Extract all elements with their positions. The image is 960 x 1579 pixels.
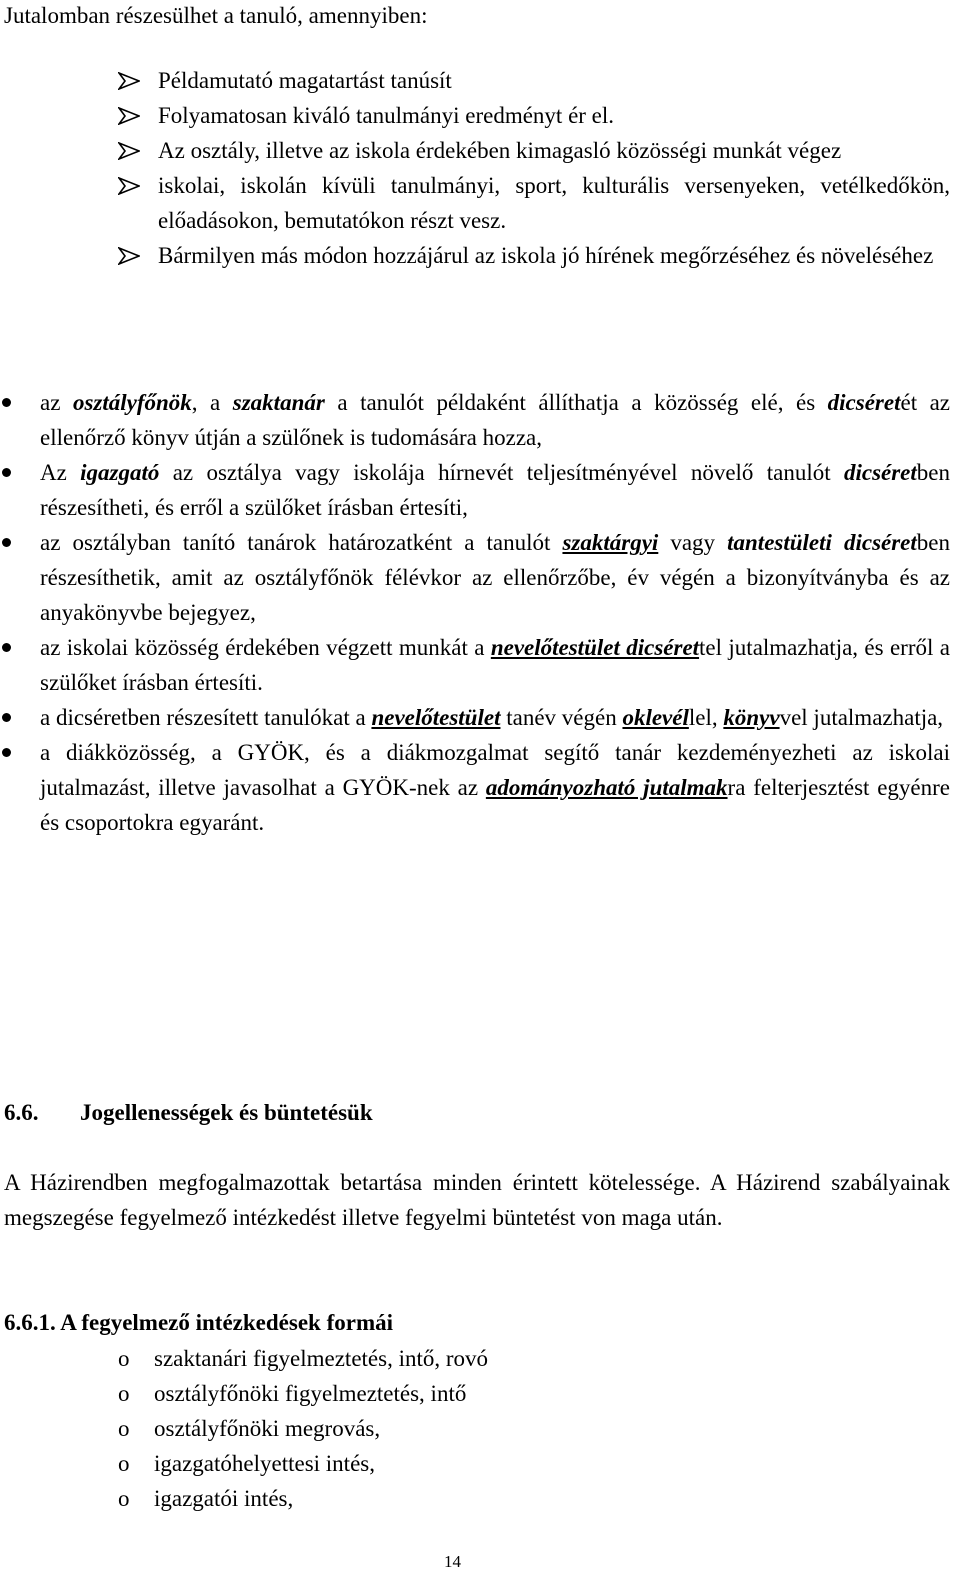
section-paragraph: A Házirendben megfogalmazottak betartása minden érintett kötelessége. A Házirend szabályainak megszegése fegyelmező intézkedést illetve fegyelmi büntetést von maga után.: [4, 1170, 950, 1230]
list-item: [118, 98, 950, 133]
list-item: [118, 238, 950, 273]
emphasis: dicséret: [827, 390, 901, 415]
reward-bullet-list: [0, 385, 950, 840]
emphasis: szaktárgyi: [562, 530, 659, 555]
section-title: Jogellenességek és büntetésük: [80, 1100, 373, 1125]
emphasis: oklevél: [622, 705, 689, 730]
circle-bullet-icon: o: [118, 1346, 130, 1371]
round-bullet-icon: [2, 748, 11, 757]
arrowhead-bullet-icon: [118, 72, 140, 90]
section-heading: [4, 1095, 373, 1130]
list-item-text: osztályfőnöki figyelmeztetés, intő: [154, 1381, 467, 1406]
emphasis: szaktanár: [232, 390, 325, 415]
emphasis: igazgató: [80, 460, 160, 485]
arrowhead-bullet-icon: [118, 107, 140, 125]
arrowhead-bullet-icon: [118, 142, 140, 160]
list-item-text: osztályfőnöki megrovás,: [154, 1416, 381, 1441]
subsection-number: 6.6.1.: [4, 1310, 56, 1335]
list-item-text: iskolai, iskolán kívüli tanulmányi, sport, kulturális versenyeken, vetélkedőkön, előadásokon, bemutatókon részt vesz.: [158, 173, 950, 233]
arrowhead-bullet-icon: [118, 247, 140, 265]
emphasis: adományozható jutalmak: [485, 775, 728, 800]
list-item-text: igazgatóhelyettesi intés,: [154, 1451, 375, 1476]
emphasis: tantestületi dicséret: [727, 530, 917, 555]
list-item: az osztályfőnök, a szaktanár a tanulót példaként állíthatja a közösség elé, és dicséretét az ellenőrző könyv útján a szülőnek is tudomására hozza,: [0, 385, 950, 455]
list-item: [118, 168, 950, 238]
round-bullet-icon: [2, 538, 11, 547]
arrowhead-bullet-icon: [118, 177, 140, 195]
circle-bullet-icon: o: [118, 1486, 130, 1511]
emphasis: nevelőtestület: [371, 705, 501, 730]
list-item: [118, 1411, 488, 1446]
list-item: [118, 63, 950, 98]
list-item: a diákközösség, a GYÖK, és a diákmozgalmat segítő tanár kezdeményezheti az iskolai jutalmazást, illetve javasolhat a GYÖK-nek az adományozható jutalmakra felterjesztést egyénre és csoportokra egyaránt.: [0, 735, 950, 840]
subsection-heading: [4, 1305, 393, 1340]
emphasis: dicséret: [843, 460, 917, 485]
arrow-bullet-list: [118, 63, 950, 273]
emphasis: osztályfőnök: [72, 390, 192, 415]
circle-bullet-icon: o: [118, 1451, 130, 1476]
disciplinary-measures-list: [118, 1341, 488, 1516]
list-item: Az igazgató az osztálya vagy iskolája hírnevét teljesítményével növelő tanulót dicséretben részesítheti, és erről a szülőket írásban értesíti,: [0, 455, 950, 525]
list-item-text: igazgatói intés,: [154, 1486, 294, 1511]
list-item-text: Bármilyen más módon hozzájárul az iskola jó hírének megőrzéséhez és növeléséhez: [158, 243, 934, 268]
round-bullet-icon: [2, 398, 11, 407]
round-bullet-icon: [2, 643, 11, 652]
list-item-text: Folyamatosan kiváló tanulmányi eredményt ér el.: [158, 103, 615, 128]
list-item: [118, 1341, 488, 1376]
circle-bullet-icon: o: [118, 1381, 130, 1406]
list-item-text: Az osztály, illetve az iskola érdekében kimagasló közösségi munkát végez: [158, 138, 842, 163]
round-bullet-icon: [2, 713, 11, 722]
list-item-text: szaktanári figyelmeztetés, intő, rovó: [154, 1346, 489, 1371]
list-item: a dicséretben részesített tanulókat a nevelőtestület tanév végén oklevéllel, könyvvel jutalmazhatja,: [0, 700, 950, 735]
round-bullet-icon: [2, 468, 11, 477]
emphasis: nevelőtestület dicséret: [490, 635, 700, 660]
list-item: az iskolai közösség érdekében végzett munkát a nevelőtestület dicsérettel jutalmazhatja, és erről a szülőket írásban értesíti.: [0, 630, 950, 700]
list-item-text: Példamutató magatartást tanúsít: [158, 68, 452, 93]
list-item: [118, 133, 950, 168]
emphasis: könyv: [723, 705, 780, 730]
page-number: 14: [444, 1552, 461, 1571]
section-number: 6.6.: [4, 1100, 39, 1125]
list-item: [118, 1376, 488, 1411]
list-item: [118, 1481, 488, 1516]
intro-text: Jutalomban részesülhet a tanuló, amennyiben:: [4, 3, 428, 28]
list-item: [118, 1446, 488, 1481]
circle-bullet-icon: o: [118, 1416, 130, 1441]
subsection-title: A fegyelmező intézkedések formái: [60, 1310, 393, 1335]
list-item: az osztályban tanító tanárok határozatként a tanulót szaktárgyi vagy tantestületi dicséretben részesíthetik, amit az osztályfőnök félévkor az ellenőrzőbe, év végén a bizonyítványba és az anyakönyvbe bejegyez,: [0, 525, 950, 630]
